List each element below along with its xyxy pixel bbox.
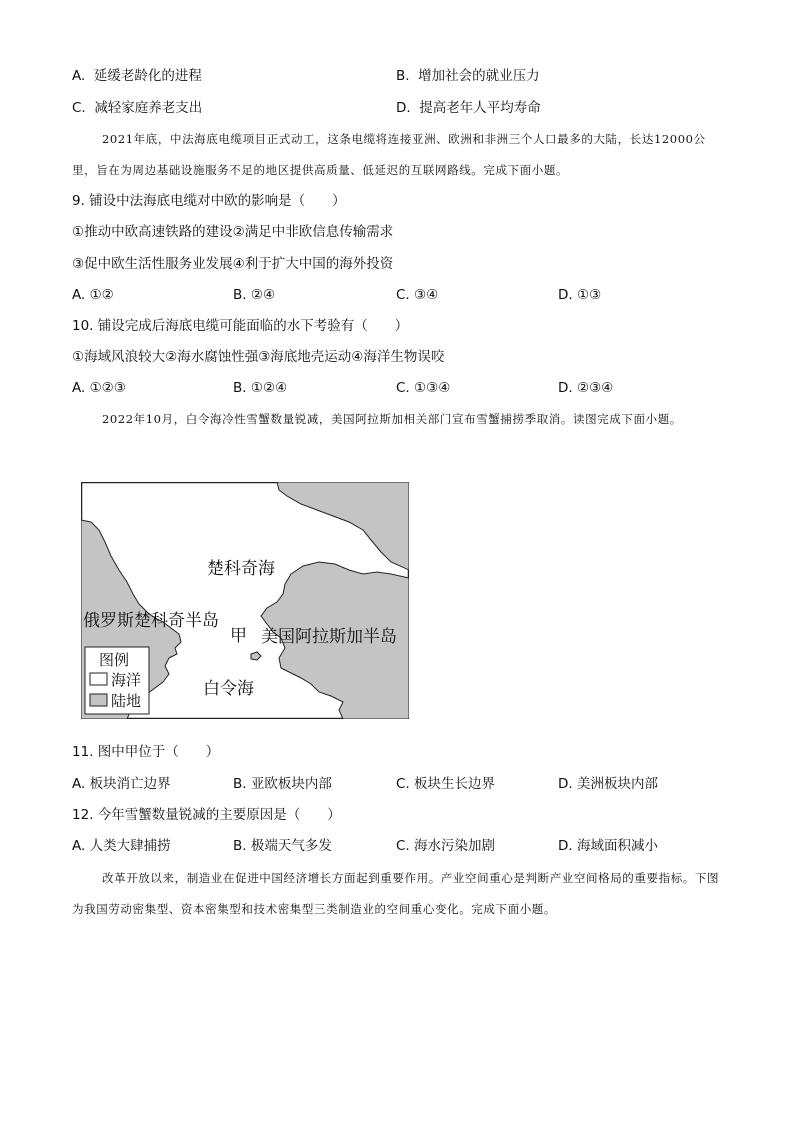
passage-snow-crab: 2022年10月，白令海冷性雪蟹数量锐减，美国阿拉斯加相关部门宣布雪蟹捕捞季取消。读图完成下面小题。 [102, 412, 682, 426]
legend-ocean-swatch [90, 673, 107, 685]
q9-statement-2: ③促中欧生活性服务业发展④利于扩大中国的海外投资 [72, 256, 394, 272]
legend-title: 图例 [99, 651, 130, 669]
q8-option-a: A. 延缓老龄化的进程 [72, 68, 202, 84]
q10-option-b: B. ①②④ [233, 380, 288, 396]
q11-option-b: B. 亚欧板块内部 [233, 776, 332, 792]
passage-cable: 2021年底，中法海底电缆项目正式动工，这条电缆将连接亚洲、欧洲和非洲三个人口最多的大陆，长达12000公里，旨在为周边基础设施服务不足的地区提供高质量、低延迟的互联网路线。完成下面小题。 [72, 132, 706, 177]
q11-option-d: D. 美洲板块内部 [558, 776, 658, 792]
bering-strait-map [81, 482, 409, 719]
q9-option-d: D. ①③ [558, 287, 602, 303]
label-chukchi-sea: 楚科奇海 [207, 559, 275, 579]
q12-option-c: C. 海水污染加剧 [396, 838, 496, 854]
q10-stem: 10. 铺设完成后海底电缆可能面临的水下考验有（ ） [72, 318, 409, 334]
q9-option-b: B. ②④ [233, 287, 276, 303]
legend-land-label: 陆地 [111, 692, 142, 710]
q12-stem: 12. 今年雪蟹数量锐减的主要原因是（ ） [72, 807, 341, 823]
q9-option-c: C. ③④ [396, 287, 439, 303]
q8-option-d: D. 提高老年人平均寿命 [396, 100, 541, 116]
q11-option-a: A. 板块消亡边界 [72, 776, 171, 792]
q9-option-a: A. ①② [72, 287, 114, 303]
q8-option-c: C. 减轻家庭养老支出 [72, 100, 203, 116]
q10-option-a: A. ①②③ [72, 380, 126, 396]
q10-statement-1: ①海域风浪较大②海水腐蚀性强③海底地壳运动④海洋生物误咬 [72, 349, 445, 365]
legend-land-swatch [90, 694, 107, 706]
q10-option-d: D. ②③④ [558, 380, 614, 396]
q8-option-b: B. 增加社会的就业压力 [396, 68, 540, 84]
q9-stem: 9. 铺设中法海底电缆对中欧的影响是（ ） [72, 193, 346, 209]
label-chukotka: 俄罗斯楚科奇半岛 [83, 611, 219, 631]
passage-manufacturing: 改革开放以来，制造业在促进中国经济增长方面起到重要作用。产业空间重心是判断产业空间格局的重要指标。下图为我国劳动密集型、资本密集型和技术密集型三类制造业的空间重心变化。完成下面小题。 [72, 871, 720, 916]
q11-option-c: C. 板块生长边界 [396, 776, 496, 792]
label-point-jia: 甲 [230, 626, 247, 646]
q9-statement-1: ①推动中欧高速铁路的建设②满足中非欧信息传输需求 [72, 224, 394, 240]
legend-ocean-label: 海洋 [111, 671, 142, 689]
q12-option-d: D. 海域面积减小 [558, 838, 658, 854]
q10-option-c: C. ①③④ [396, 380, 451, 396]
map-legend [85, 647, 149, 714]
q11-stem: 11. 图中甲位于（ ） [72, 744, 220, 760]
label-alaska: 美国阿拉斯加半岛 [261, 627, 397, 647]
q12-option-a: A. 人类大肆捕捞 [72, 838, 171, 854]
label-bering-sea: 白令海 [203, 679, 254, 699]
q12-option-b: B. 极端天气多发 [233, 838, 332, 854]
